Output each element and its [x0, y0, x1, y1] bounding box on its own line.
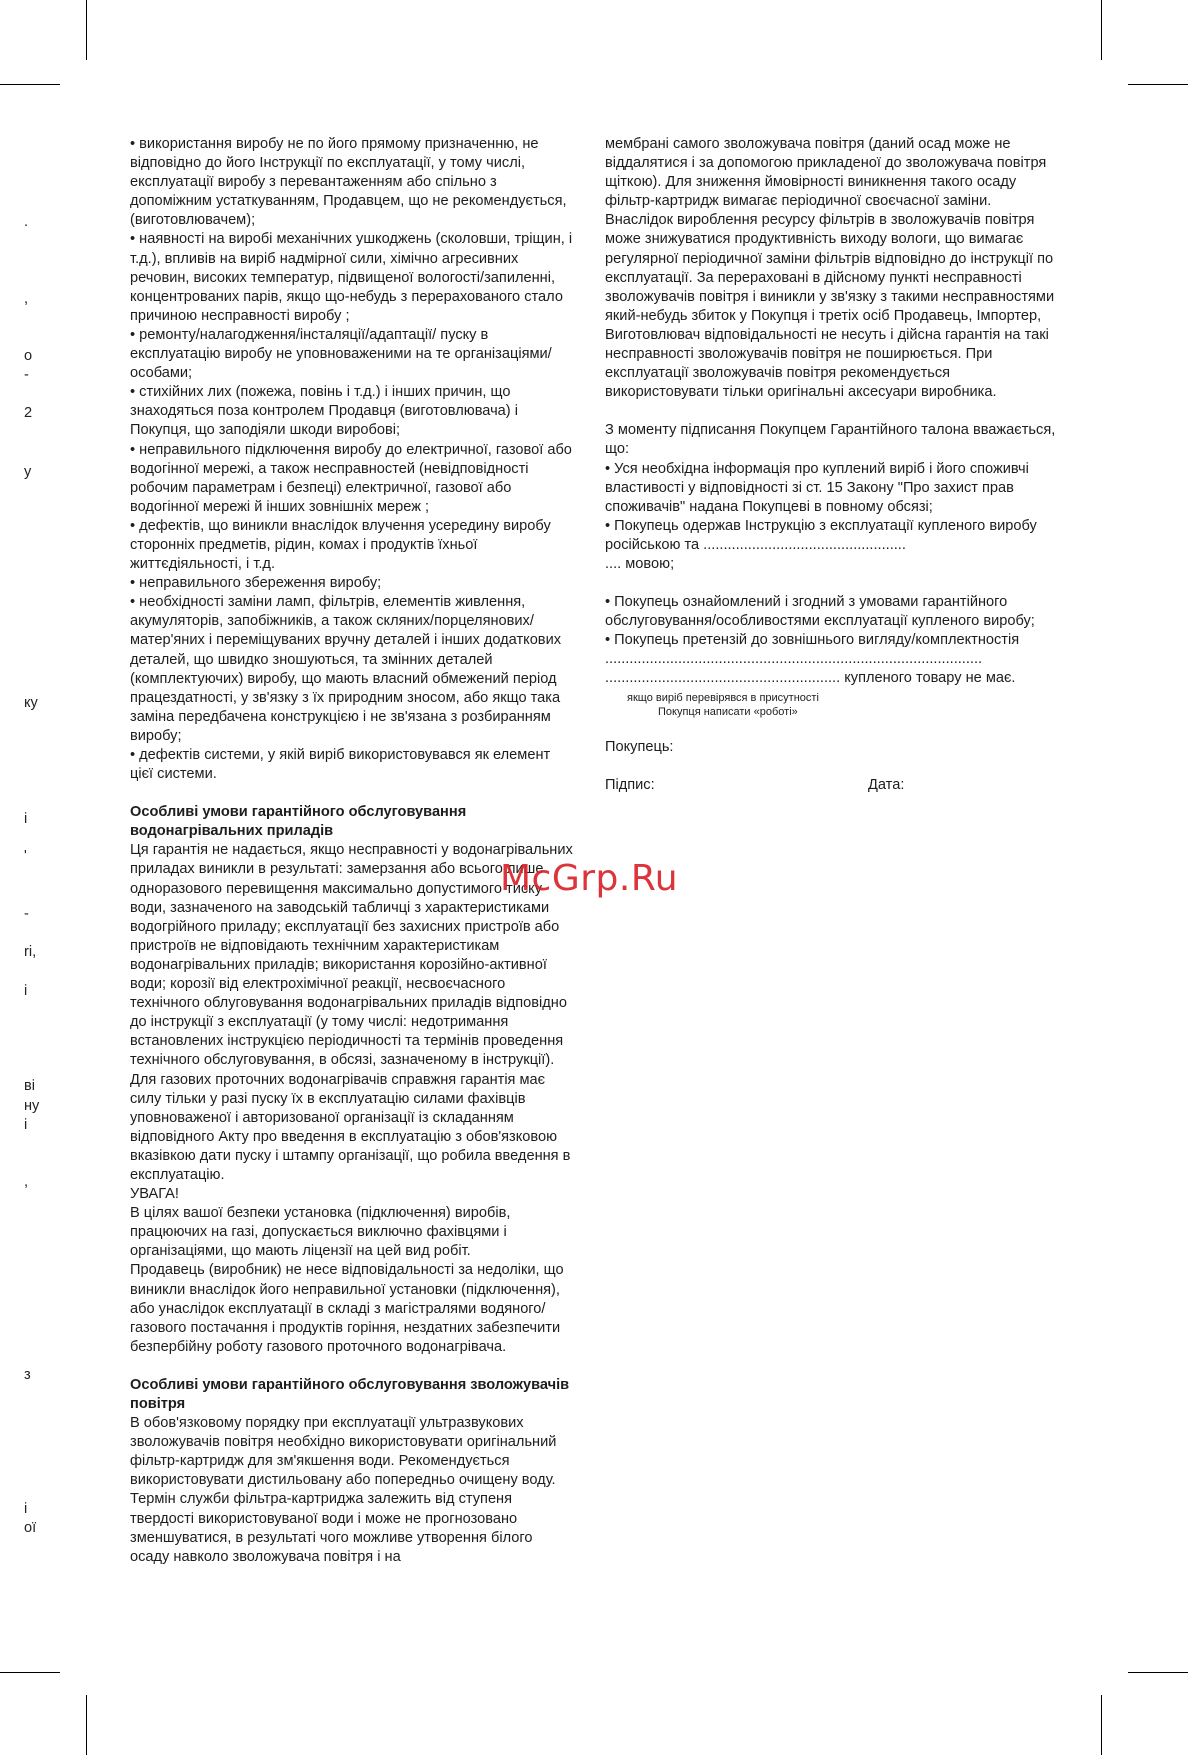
margin-fragment: з [24, 1367, 31, 1383]
margin-fragment: , [24, 291, 29, 307]
footnote-line: якщо виріб перевірявся в присутності [627, 691, 819, 704]
crop-mark-top-right-vertical [1101, 0, 1102, 60]
margin-fragment: . [24, 214, 29, 230]
margin-fragment: ri, [24, 944, 37, 960]
exclusion-item: • необхідності заміни ламп, фільтрів, елементів живлення, акумуляторів, запобіжників, а також скляних/порцелянових/матер'яних і переміщуваних вручну деталей і інших додаткових деталей, що швидко зношуються, та змінних деталей (комплектуючих) виробу, що мають власний обмежений період працездатності, у зв'язку з їх природним зносом, або якщо така заміна передбачена конструкцією і не зв'язана з розбиранням виробу; [130, 594, 562, 744]
margin-fragment: ну [24, 1098, 40, 1114]
margin-fragment: - [24, 906, 29, 922]
spacer [605, 719, 1060, 738]
spacer [605, 574, 1060, 593]
margin-fragment: ві [24, 1078, 35, 1094]
warning-label: УВАГА! [130, 1186, 179, 1203]
statement-item: • Уся необхідна інформація про куплений виріб і його споживчі властивості у відповідності зі ст. 15 Закону "Про захист прав споживачів" надана Покупцеві в повному обсязі; [605, 460, 1029, 515]
crop-mark-bottom-left-horizontal [0, 1672, 60, 1673]
exclusion-item: • наявності на виробі механічних ушкоджень (сколовши, тріщин, і т.д.), впливів на виріб надмірної сили, хімічно агресивних речовин, високих температур, підвищеної вологості/запиленні, концентрованих парів, якщо що-небудь з перерахованого стало причиною несправності виробу ; [130, 231, 573, 324]
spacer [605, 402, 1060, 421]
margin-fragment: і [24, 1117, 28, 1133]
exclusion-item: • використання виробу не по його прямому призначенню, не відповідно до його Інструкції по експлуатації, у тому числі, експлуатації виробу з перевантаженням або спільно з допоміжним устаткуванням, Продавцем, що не рекомендується, (виготовлювачем); [130, 136, 567, 229]
footnote-line: Покупця написати «роботі» [658, 705, 798, 718]
crop-mark-top-left-vertical [86, 0, 87, 60]
paragraph: Ця гарантія не надається, якщо несправності у водонагрівальних приладах виникли в результаті: замерзання або всього лише одноразового перевищення максимально допустимого тиску води, зазначеного на заводській табличці з характеристиками водогрійного приладу; експлуатації без захисних пристроїв або пристроїв не відповідають технічним характеристикам водонагрівальних приладів; використання корозійно-активної води; корозії від електрохімічної реакції, несвоєчасного технічного облуговування водонагрівальних приладів відповідно до інструкції з експлуатації (у тому числі: недотримання встановлених інструкцією періодичності та термінів проведення технічного обслуговування, в обсязі, зазначеному в інструкції). [130, 842, 573, 1069]
paragraph: В цілях вашої безпеки установка (підключення) виробів, працюючих на газі, допускається виключно фахівцями і організаціями, що мають ліцензії на цей вид робіт. [130, 1205, 511, 1260]
margin-fragment: у [24, 464, 32, 480]
crop-mark-top-right-horizontal [1128, 84, 1188, 85]
exclusion-item: • дефектів, що виникли внаслідок влучення усередину виробу сторонніх предметів, рідин, комах і продуктів їхньої життєдіяльності, і т.д. [130, 517, 551, 573]
margin-fragment: 2 [24, 405, 33, 421]
statement-item: • Покупець одержав Інструкцію з експлуатації купленого виробу російською та .................................................. [605, 517, 1037, 553]
margin-fragment: , [24, 1174, 29, 1190]
margin-fragment: о [24, 348, 33, 364]
exclusion-item: • дефектів системи, у якій виріб використовувався як елемент цієї системи. [130, 747, 551, 783]
statement-item-cont: .... мовою; [605, 555, 675, 572]
buyer-label: Покупець: [605, 738, 674, 755]
margin-fragment: і [24, 1501, 28, 1517]
exclusion-item: • неправильного підключення виробу до електричної, газової або водогінної мережі, а також несправностей (невідповідності робочим параметрам і безпеці) електричної, газової або водогінної мережі й інших зовнішніх мереж ; [130, 441, 572, 515]
margin-fragment: - [24, 367, 29, 383]
statement-item: • Покупець претензій до зовнішнього вигляду/комплектностія [605, 632, 1020, 649]
exclusion-item: • ремонту/налагодження/інсталяції/адаптації/ пуску в експлуатацію виробу не уповноваженими на те організаціями/особами; [130, 326, 552, 382]
margin-fragment: ' [24, 848, 27, 864]
site-watermark: McGrp.Ru [500, 858, 679, 899]
crop-mark-bottom-right-vertical [1101, 1695, 1102, 1755]
statement-item: • Покупець ознайомлений і згодний з умовами гарантійного обслуговування/особливостями експлуатації купленого виробу; [605, 594, 1035, 630]
margin-fragment: ої [24, 1520, 37, 1536]
crop-mark-bottom-right-horizontal [1128, 1672, 1188, 1673]
section-heading-humidifiers: Особливі умови гарантійного обслуговування зволожувачів повітря [130, 1376, 570, 1412]
crop-mark-bottom-left-vertical [86, 1695, 87, 1755]
paragraph: мембрані самого зволожувача повітря (даний осад може не віддалятися і за допомогою прикладеної до зволожувача повітря щіткою). Для зниження ймовірності виникнення такого осаду фільтр-картридж вимагає періодичної своєчасної заміни. Внаслідок вироблення ресурсу фільтрів в зволожувачів повітря може знижуватися продуктивність виходу вологи, що вимагає регулярної періодичної заміни фільтрів відповідно до інструкції по експлуатації. За перераховані в дійсному пункті несправності зволожувачів повітря і виникли у зв'язку з такими несправностями який-небудь збиток у Покупця і третіх осіб Продавець, Імпортер, Виготовлювач відповідальності не несуть і дійсна гарантія на такі несправності зволожувачів повітря не поширюється. При експлуатації зволожувачів повітря рекомендується використовувати тільки оригінальні аксесуари виробника. [605, 136, 1055, 401]
margin-fragment: і [24, 983, 28, 999]
date-label: Дата: [868, 776, 905, 793]
crop-mark-top-left-horizontal [0, 84, 60, 85]
exclusion-item: • неправильного збереження виробу; [130, 575, 382, 592]
paragraph: Продавець (виробник) не несе відповідальності за недоліки, що виникли внаслідок його неправильної установки (підключення), або унаслідок експлуатації в складі з магістралями водяного/газового постачання і продуктів горіння, нездатних забезпечити безпербійну роботу газового проточного водонагрівача. [130, 1262, 564, 1355]
footnote [605, 691, 1060, 719]
left-column [130, 135, 575, 1567]
margin-fragment: і [24, 811, 28, 827]
signature-row [605, 776, 1060, 795]
fill-in-line: ............................................................................................. [605, 651, 983, 668]
right-column [605, 135, 1060, 795]
section-heading-water-heaters: Особливі умови гарантійного обслуговування водонагрівальних приладів [130, 804, 467, 840]
paragraph: Для газових проточних водонагрівачів справжня гарантія має силу тільки у разі пуску їх в експлуатацію силами фахівців уповноваженої і авторизованої організації із складанням відповідного Акту про введення в експлуатацію з обов'язковою вказівкою дати пуску і штампу організації, що робила введення в експлуатацію. [130, 1071, 571, 1183]
fill-in-line: .......................................................... купленого товару не має. [605, 670, 1016, 687]
paragraph: В обов'язковому порядку при експлуатації ультразвукових зволожувачів повітря необхідно використовувати оригінальний фільтр-картридж для зм'якшення води. Рекомендується використовувати дистильовану або попередньо очищену воду. Термін служби фільтра-картриджа залежить від ступеня твердості використовуваної води і може не прогнозовано зменшуватися, в результаті чого можливе утворення білого осаду навколо зволожувача повітря і на [130, 1415, 557, 1565]
margin-fragment: ку [24, 695, 38, 711]
spacer [605, 757, 1060, 776]
signature-label: Підпис: [605, 776, 655, 793]
paragraph: З моменту підписання Покупцем Гарантійного талона вважається, що: [605, 422, 1056, 458]
exclusion-item: • стихійних лих (пожежа, повінь і т.д.) і інших причин, що знаходяться поза контролем Продавця (виготовлювача) і Покупця, що заподіяли шкоди виробові; [130, 384, 518, 439]
